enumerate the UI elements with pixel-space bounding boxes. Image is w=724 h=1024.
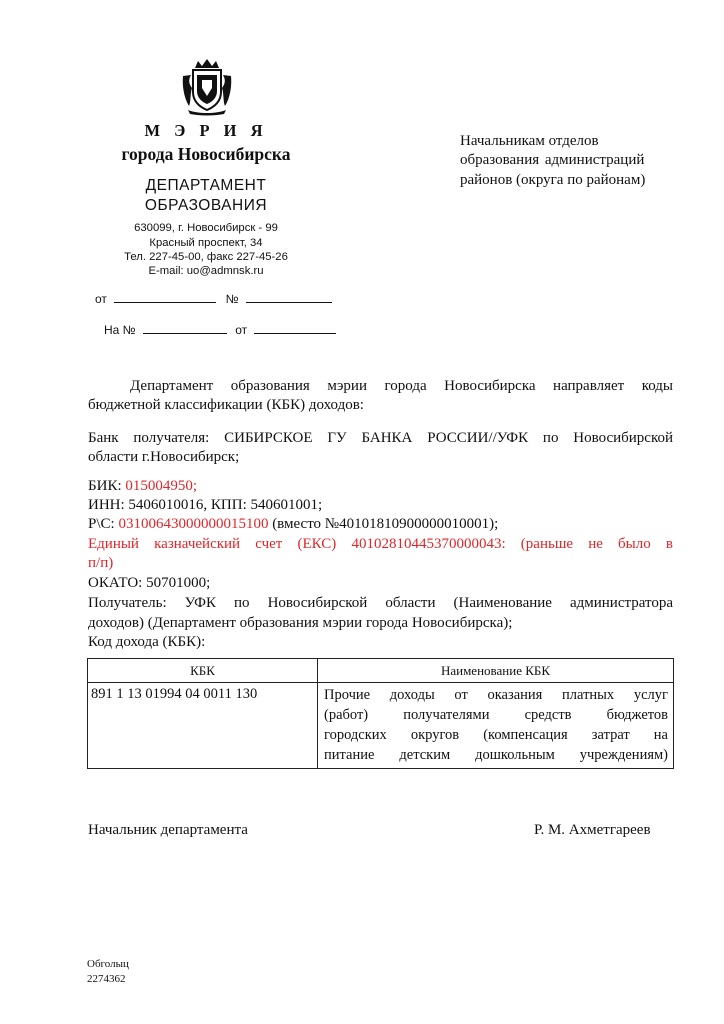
address-line: 630099, г. Новосибирск - 99: [134, 222, 278, 234]
recipient-line1: Получатель: УФК по Новосибирской области (Наименование администратора: [88, 595, 673, 611]
city-title: города Новосибирска: [121, 144, 291, 164]
account-note: (вместо №40101810900000010001);: [268, 516, 499, 532]
table-header-kbk: КБК: [88, 659, 318, 683]
recipient-bank-line1: Банк получателя: СИБИРСКОЕ ГУ БАНКА РОССИИ//УФК по Новосибирской: [88, 430, 673, 446]
addressee-line: образования администраций: [460, 152, 645, 168]
reply-date-blank: [254, 322, 336, 334]
coat-of-arms-icon: [180, 58, 234, 116]
table-header-kbk-name: Наименование КБК: [318, 659, 674, 683]
intro-paragraph-line2: бюджетной классификации (КБК) доходов:: [88, 397, 364, 413]
okato-line: ОКАТО: 50701000;: [88, 575, 211, 591]
address-line: Красный проспект, 34: [149, 237, 263, 249]
signatory-title: Начальник департамента: [88, 822, 248, 838]
reply-number-blank: [143, 322, 227, 334]
income-code-label: Код дохода (КБК):: [88, 634, 206, 650]
outgoing-reference-row: [95, 291, 332, 306]
inn-kpp-line: ИНН: 5406010016, КПП: 540601001;: [88, 497, 323, 513]
reply-date-label: от: [235, 323, 248, 337]
kbk-name-cell: [318, 683, 674, 769]
kbk-table: [87, 658, 674, 769]
reply-number-label: На №: [104, 323, 136, 337]
signatory-name: Р. М. Ахметгареев: [534, 822, 651, 838]
account-value: 03100643000000015100: [118, 516, 269, 532]
kbk-name-line: (работ) получателями средств бюджетов: [324, 707, 668, 723]
ref-date-blank: [114, 291, 216, 303]
addressee-line: районов (округа по районам): [460, 172, 646, 188]
recipient-line2: доходов) (Департамент образования мэрии города Новосибирска);: [88, 615, 513, 631]
kbk-name-line: Прочие доходы от оказания платных услуг: [324, 687, 668, 703]
incoming-reference-row: [104, 322, 336, 337]
intro-paragraph-line1: Департамент образования мэрии города Новосибирска направляет коды: [130, 378, 673, 394]
addressee-line: Начальникам отделов: [460, 133, 599, 149]
email-line: E-mail: uo@admnsk.ru: [148, 265, 264, 277]
ref-date-label: от: [95, 292, 107, 306]
executor-name: Обголыц: [87, 958, 129, 970]
table-header-row: [88, 659, 674, 683]
mayor-office-title: М Э Р И Я: [144, 121, 268, 140]
treasury-account-line2: п/п): [88, 555, 114, 571]
recipient-bank-line2: области г.Новосибирск;: [88, 449, 240, 465]
ref-number-label: №: [225, 292, 239, 306]
department-title-line1: ДЕПАРТАМЕНТ: [145, 177, 267, 194]
executor-phone: 2274362: [87, 973, 126, 985]
kbk-name-line: городских округов (компенсация затрат на: [324, 727, 668, 743]
treasury-account-line1: Единый казначейский счет (ЕКС) 40102810445370000043: (раньше не было в: [88, 536, 673, 552]
account-line: [88, 516, 673, 533]
account-label: Р\С:: [88, 516, 119, 532]
bik-value: 015004950;: [125, 478, 198, 494]
table-row: [88, 683, 674, 769]
ref-number-blank: [246, 291, 332, 303]
bik-line: [88, 478, 673, 495]
kbk-code-cell: 891 1 13 01994 04 0011 130: [88, 683, 318, 769]
phone-fax-line: Тел. 227-45-00, факс 227-45-26: [124, 251, 288, 263]
bik-label: БИК:: [88, 478, 126, 494]
department-title-line2: ОБРАЗОВАНИЯ: [144, 197, 268, 214]
kbk-name-line: питание детским дошкольным учреждениям): [324, 747, 668, 763]
